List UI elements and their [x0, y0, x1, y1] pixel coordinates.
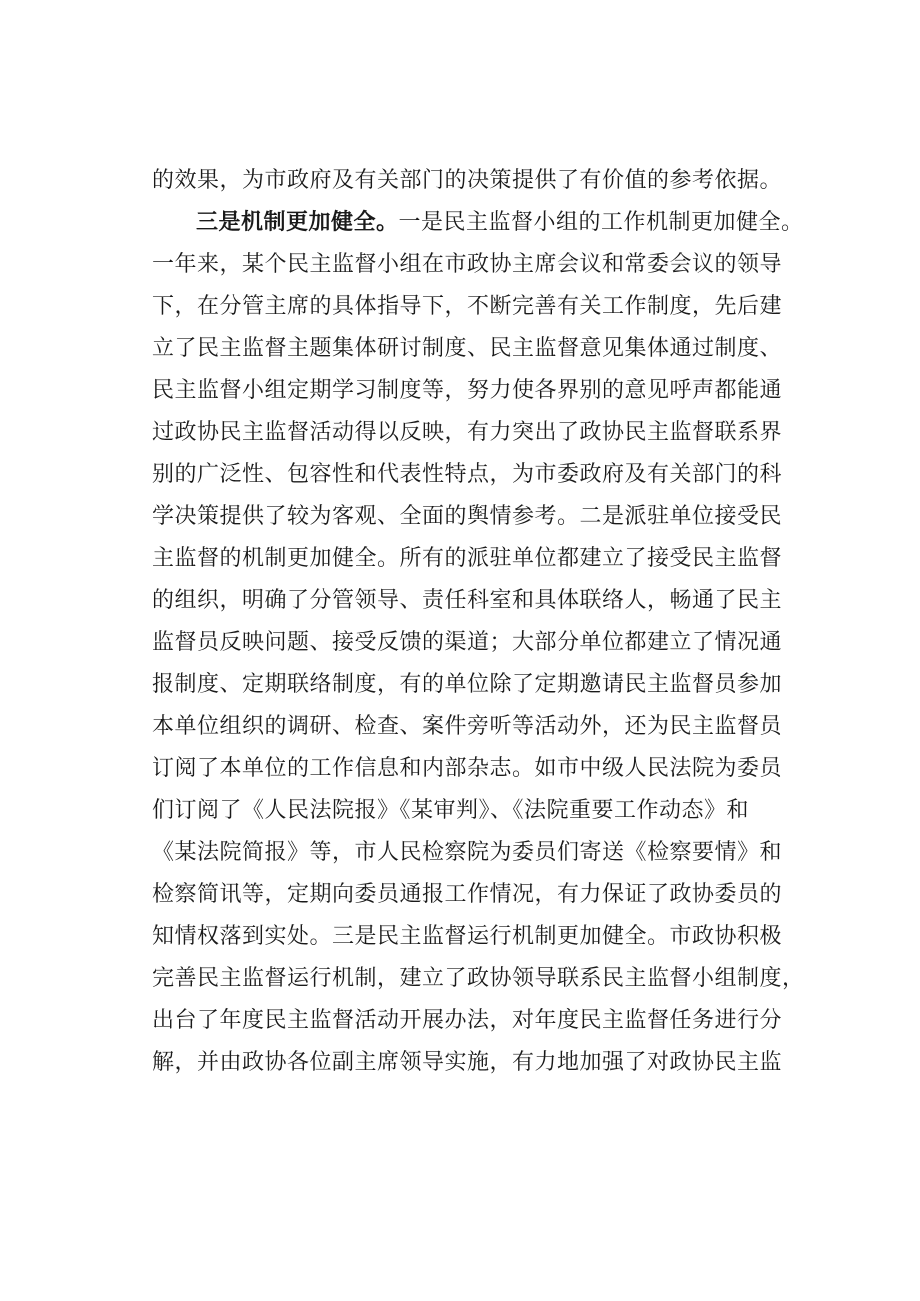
text-line: 检察简讯等，定期向委员通报工作情况，有力保证了政协委员的 [152, 882, 783, 907]
text-line: 学决策提供了较为客观、全面的舆情参考。二是派驻单位接受民 [152, 504, 783, 529]
text-line: 们订阅了《人民法院报》《某审判》、《法院重要工作动态》和 [152, 798, 750, 823]
text-line: 出台了年度民主监督活动开展办法，对年度民主监督任务进行分 [152, 1008, 783, 1033]
text-line: 立了民主监督主题集体研讨制度、民主监督意见集体通过制度、 [152, 336, 783, 361]
paragraph-first-text: 一是民主监督小组的工作机制更加健全。 [398, 210, 804, 235]
text-line: 订阅了本单位的工作信息和内部杂志。如市中级人民法院为委员 [152, 756, 783, 781]
text-line: 过政协民主监督活动得以反映，有力突出了政协民主监督联系界 [152, 420, 783, 445]
text-line: 知情权落到实处。三是民主监督运行机制更加健全。市政协积极 [152, 924, 783, 949]
text-line-1: 的效果，为市政府及有关部门的决策提供了有价值的参考依据。 [152, 168, 783, 193]
text-line: 主监督的机制更加健全。所有的派驻单位都建立了接受民主监督 [152, 546, 783, 571]
paragraph-first-line [196, 208, 812, 238]
text-line: 完善民主监督运行机制，建立了政协领导联系民主监督小组制度， [152, 966, 805, 991]
text-line: 报制度、定期联络制度，有的单位除了定期邀请民主监督员参加 [152, 672, 783, 697]
text-line: 解，并由政协各位副主席领导实施，有力地加强了对政协民主监 [152, 1050, 783, 1075]
text-line: 的组织，明确了分管领导、责任科室和具体联络人，畅通了民主 [152, 588, 783, 613]
text-line: 监督员反映问题、接受反馈的渠道；大部分单位都建立了情况通 [152, 630, 783, 655]
text-line: 本单位组织的调研、检查、案件旁听等活动外，还为民主监督员 [152, 714, 783, 739]
text-line: 下，在分管主席的具体指导下，不断完善有关工作制度，先后建 [152, 294, 783, 319]
text-line: 民主监督小组定期学习制度等，努力使各界别的意见呼声都能通 [152, 378, 783, 403]
text-line: 一年来，某个民主监督小组在市政协主席会议和常委会议的领导 [152, 252, 783, 277]
paragraph-heading: 三是机制更加健全。 [196, 210, 399, 235]
text-line: 别的广泛性、包容性和代表性特点，为市委政府及有关部门的科 [152, 462, 783, 487]
text-line: 《某法院简报》等，市人民检察院为委员们寄送《检察要情》和 [152, 840, 783, 865]
